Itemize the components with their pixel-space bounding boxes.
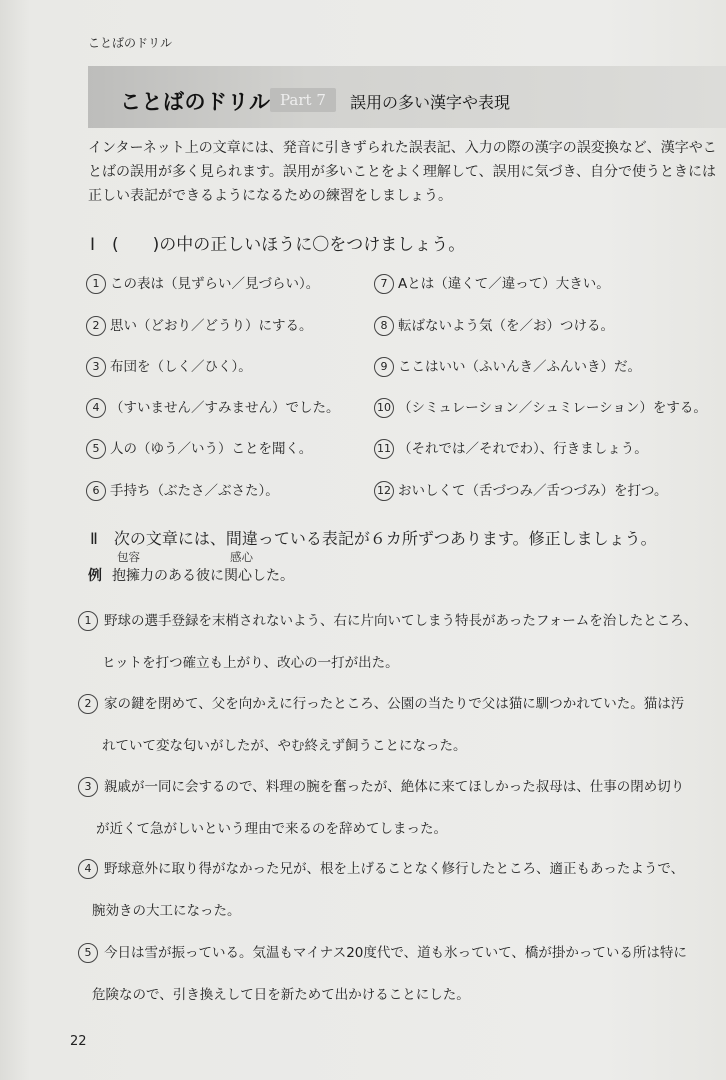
- circle-number-icon: 1: [78, 611, 98, 631]
- example-text: 抱擁力のある彼に関心した。: [112, 568, 294, 584]
- example-label: 例: [88, 568, 102, 584]
- running-head: ことばのドリル: [88, 36, 173, 50]
- intro-line: インターネット上の文章には、発音に引きずられた誤表記、入力の際の漢字の誤変換など、漢字やこ: [88, 140, 717, 156]
- question-item: [374, 396, 707, 418]
- intro-line: 正しい表記ができるようになるための練習をしましょう。: [88, 188, 452, 204]
- question-text: おいしくて（舌づつみ／舌つづみ）を打つ。: [398, 483, 668, 499]
- question-text: この表は（見ずらい／見づらい）。: [110, 276, 320, 292]
- circle-number-icon: 3: [86, 357, 106, 377]
- question-text: 転ばないよう気（を／お）つける。: [398, 318, 614, 334]
- question-text: ここはいい（ふいんき／ふんいき）だ。: [398, 359, 641, 375]
- question-text: （すいません／すみません）でした。: [110, 400, 340, 416]
- example-line: [88, 565, 294, 585]
- circle-number-icon: 5: [78, 943, 98, 963]
- question-text: 思い（どおり／どうり）にする。: [110, 318, 313, 334]
- exercise-text: 野球の選手登録を末梢されないよう、右に片向いてしまう特長があったフォームを治したところ、: [104, 613, 698, 629]
- question-item: [86, 479, 279, 501]
- section1-heading: Ⅰ ( )の中の正しいほうに〇をつけましょう。: [90, 235, 466, 255]
- circle-number-icon: 2: [78, 694, 98, 714]
- question-item: [86, 355, 252, 377]
- circle-number-icon: 10: [374, 398, 394, 418]
- question-item: [86, 396, 340, 418]
- circle-number-icon: 9: [374, 357, 394, 377]
- exercise-line: れていて変な匂いがしたが、やむ終えず飼うことになった。: [102, 738, 467, 754]
- exercise-text: 野球意外に取り得がなかった兄が、根を上げることなく修行したところ、適正もあったようで、: [104, 861, 685, 877]
- circle-number-icon: 1: [86, 274, 106, 294]
- section2-heading: Ⅱ 次の文章には、間違っている表記が６カ所ずつあります。修正しましょう。: [90, 529, 657, 548]
- exercise-text: 今日は雪が振っている。気温もマイナス20度代で、道も氷っていて、橋が掛かっている所は特に: [104, 945, 687, 961]
- question-text: （シミュレーション／シュミレーション）をする。: [398, 400, 707, 416]
- question-item: [86, 314, 313, 336]
- question-text: （それでは／それでわ）、行きましょう。: [398, 441, 648, 457]
- question-item: [374, 272, 610, 294]
- circle-number-icon: 11: [374, 439, 394, 459]
- question-item: [86, 272, 319, 294]
- question-text: 布団を（しく／ひく）。: [110, 359, 252, 375]
- exercise-text: 親戚が一同に会するので、料理の腕を奮ったが、絶体に来てほしかった叔母は、仕事の閉め切り: [104, 779, 685, 795]
- question-text: Aとは（違くて／違って）大きい。: [398, 276, 610, 292]
- circle-number-icon: 5: [86, 439, 106, 459]
- ruby-annotation: 包容: [117, 550, 140, 564]
- intro-line: とばの誤用が多く見られます。誤用が多いことをよく理解して、誤用に気づき、自分で使うときには: [88, 164, 717, 180]
- page-subtitle: 誤用の多い漢字や表現: [350, 93, 511, 112]
- circle-number-icon: 7: [374, 274, 394, 294]
- question-item: [374, 437, 648, 459]
- exercise-line: [78, 775, 684, 797]
- question-item: [86, 437, 312, 459]
- exercise-line: [78, 941, 687, 963]
- exercise-line: 危険なので、引き換えして日を新ためて出かけることにした。: [92, 987, 470, 1003]
- circle-number-icon: 4: [78, 859, 98, 879]
- question-item: [374, 314, 614, 336]
- part-badge: Part 7: [270, 88, 336, 112]
- page-title: ことばのドリル: [120, 90, 271, 114]
- question-text: 手持ち（ぶたさ／ぶさた）。: [110, 483, 279, 499]
- exercise-line: が近くて急がしいという理由で来るのを辞めてしまった。: [96, 821, 447, 837]
- circle-number-icon: 4: [86, 398, 106, 418]
- page-number: 22: [70, 1034, 87, 1049]
- circle-number-icon: 2: [86, 316, 106, 336]
- question-item: [374, 355, 641, 377]
- question-item: [374, 479, 667, 501]
- intro-paragraph: [88, 136, 720, 208]
- circle-number-icon: 12: [374, 481, 394, 501]
- question-text: 人の（ゆう／いう）ことを聞く。: [110, 441, 313, 457]
- circle-number-icon: 8: [374, 316, 394, 336]
- exercise-line: 腕効きの大工になった。: [92, 903, 241, 919]
- exercise-line: ヒットを打つ確立も上がり、改心の一打が出た。: [102, 655, 399, 671]
- circle-number-icon: 6: [86, 481, 106, 501]
- exercise-line: [78, 609, 697, 631]
- circle-number-icon: 3: [78, 777, 98, 797]
- exercise-line: [78, 692, 684, 714]
- ruby-annotation: 感心: [230, 550, 253, 564]
- exercise-text: 家の鍵を閉めて、父を向かえに行ったところ、公園の当たりで父は猫に馴つかれていた。猫は汚: [104, 696, 685, 712]
- exercise-line: [78, 857, 684, 879]
